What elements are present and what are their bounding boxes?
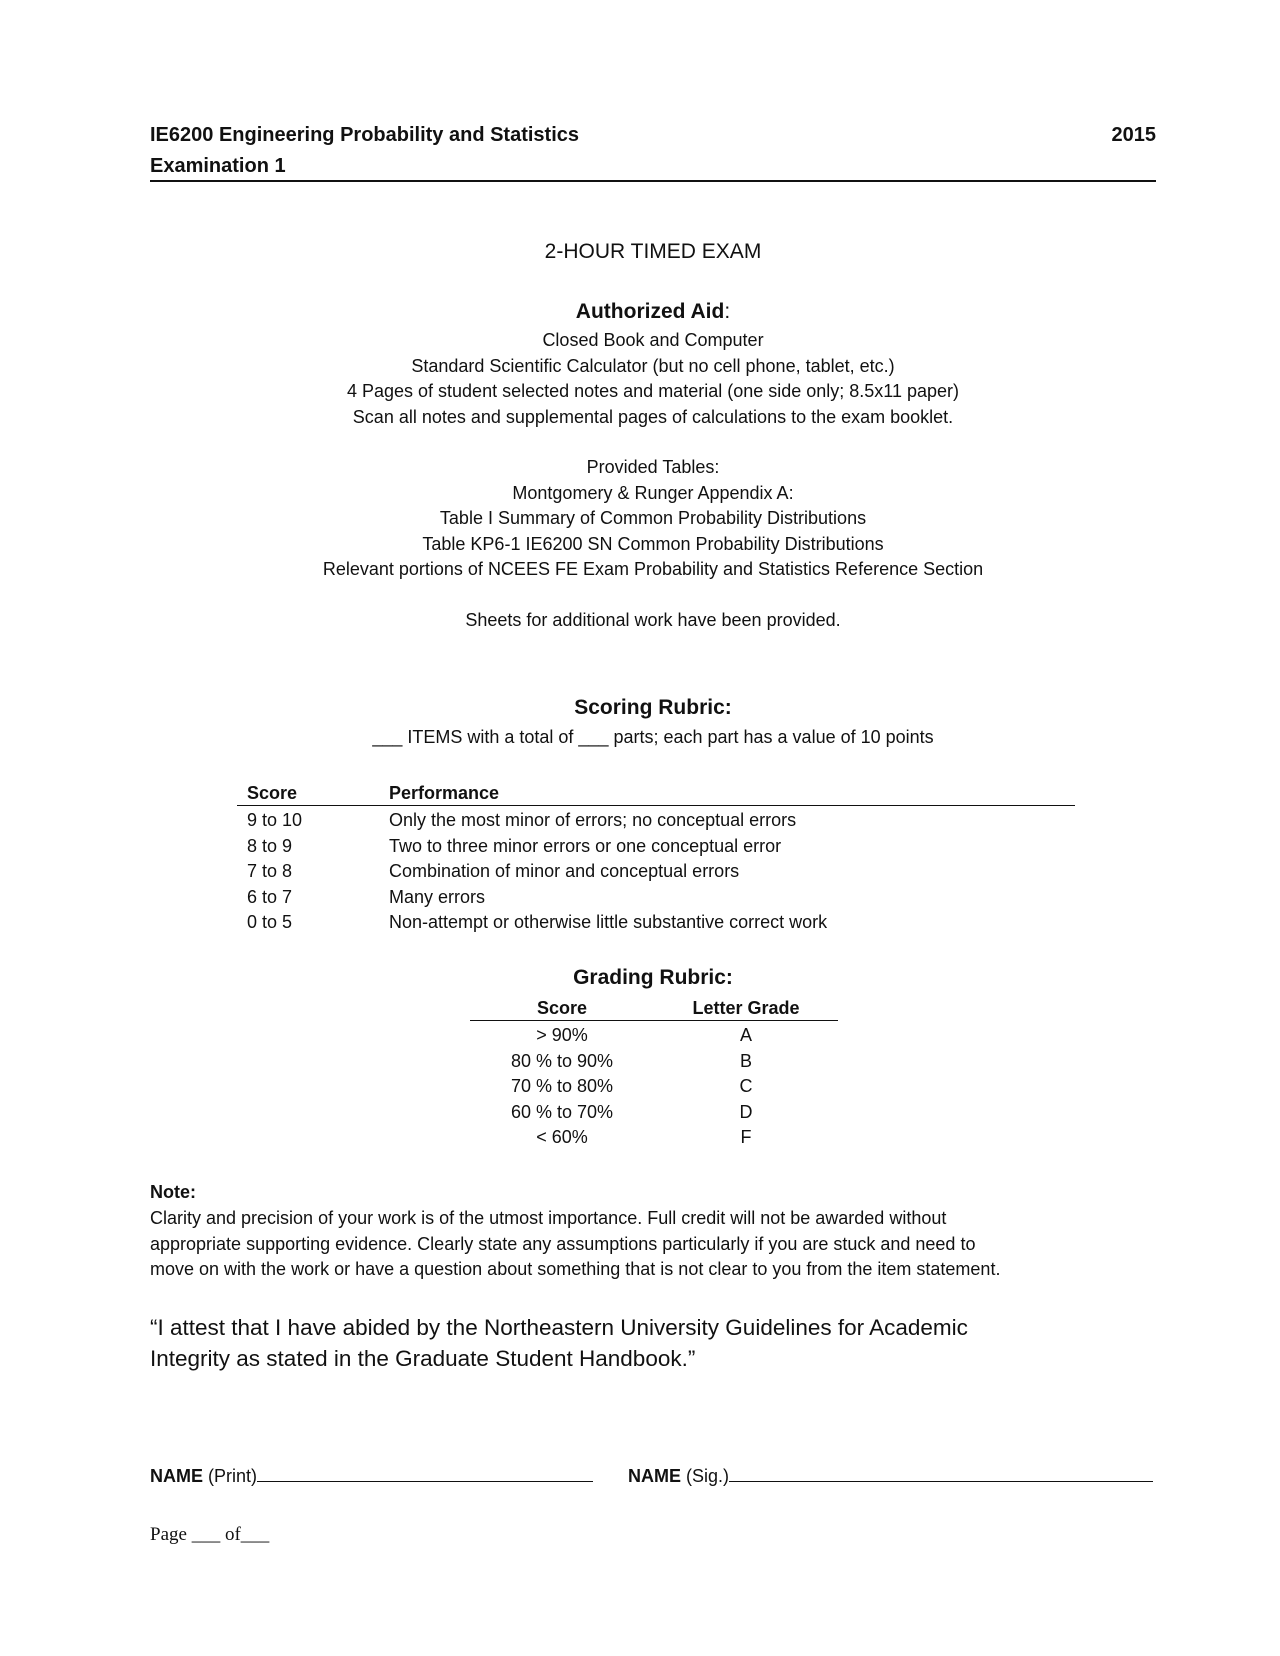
- page-blank: ___: [191, 1524, 221, 1545]
- exam-title: Examination 1: [150, 155, 286, 177]
- score-range-cell: < 60%: [536, 1127, 588, 1147]
- note-title: Note:: [150, 1182, 196, 1202]
- table-row: [470, 1023, 838, 1049]
- letter-grade-cell: F: [740, 1127, 752, 1147]
- aid-line: Standard Scientific Calculator (but no cell phone, tablet, etc.): [411, 355, 895, 376]
- page-label: Page: [150, 1524, 187, 1545]
- column-header-score: Score: [536, 998, 588, 1018]
- provided-tables-line: Relevant portions of NCEES FE Exam Probability and Statistics Reference Section: [322, 559, 984, 579]
- letter-grade-cell: D: [739, 1101, 753, 1122]
- letter-grade-cell: A: [739, 1025, 752, 1045]
- integrity-attestation: [150, 1312, 1030, 1374]
- timed-exam-label: 2-HOUR TIMED EXAM: [544, 240, 762, 263]
- note-line: move on with the work or have a question about something that is not clear to you from the item statement.: [150, 1259, 1001, 1279]
- score-range-cell: > 90%: [536, 1025, 588, 1045]
- grading-rubric-table: [470, 996, 838, 1151]
- name-print-line[interactable]: [257, 1465, 593, 1482]
- grading-rubric-title: Grading Rubric:: [573, 966, 733, 989]
- table-row: [470, 1100, 838, 1126]
- name-signature-field[interactable]: [628, 1465, 1153, 1487]
- column-header-score: Score: [247, 783, 298, 803]
- score-range-cell: 60 % to 70%: [510, 1101, 614, 1122]
- performance-cell: Combination of minor and conceptual errors: [389, 861, 740, 881]
- note-body: [150, 1206, 1130, 1283]
- provided-tables-line: Montgomery & Runger Appendix A:: [512, 482, 794, 503]
- aid-line: Closed Book and Computer: [542, 330, 764, 350]
- score-cell: 7 to 8: [247, 861, 293, 881]
- performance-cell: Many errors: [389, 886, 486, 907]
- column-header-letter-grade: Letter Grade: [692, 998, 800, 1018]
- note-line: Clarity and precision of your work is of the utmost importance. Full credit will not be awarded without: [150, 1208, 947, 1228]
- letter-grade-cell: C: [739, 1076, 753, 1096]
- table-row: [237, 808, 1075, 834]
- performance-cell: Two to three minor errors or one conceptual error: [389, 835, 782, 856]
- score-range-cell: 80 % to 90%: [510, 1050, 614, 1071]
- table-row: [470, 1125, 838, 1151]
- table-header-row: [237, 781, 1075, 806]
- authorized-aid-list: [150, 328, 1156, 430]
- authorized-aid-colon: :: [724, 300, 731, 323]
- total-pages-blank: ___: [240, 1524, 270, 1545]
- page-number-footer: [150, 1524, 269, 1546]
- table-row: [237, 910, 1075, 936]
- score-range-cell: 70 % to 80%: [510, 1076, 614, 1096]
- aid-line: Scan all notes and supplemental pages of calculations to the exam booklet.: [352, 406, 954, 427]
- exam-year: 2015: [1111, 124, 1156, 146]
- authorized-aid-title: [150, 300, 1156, 324]
- authorized-aid-heading: Authorized Aid: [575, 300, 725, 323]
- provided-tables-line: Provided Tables:: [586, 457, 720, 477]
- column-header-performance: Performance: [389, 783, 500, 803]
- provided-tables-list: [150, 455, 1156, 583]
- table-row: [470, 1074, 838, 1100]
- table-row: [237, 834, 1075, 860]
- name-label: NAME: [628, 1466, 681, 1486]
- performance-cell: Non-attempt or otherwise little substantive correct work: [389, 912, 828, 932]
- score-cell: 9 to 10: [247, 810, 303, 830]
- scoring-rubric-title: Scoring Rubric:: [574, 696, 732, 719]
- attestation-line: “I attest that I have abided by the Northeastern University Guidelines for Academic: [150, 1315, 968, 1340]
- performance-cell: Only the most minor of errors; no conceptual errors: [389, 810, 797, 830]
- score-cell: 6 to 7: [247, 886, 293, 907]
- of-label: of: [224, 1524, 241, 1545]
- additional-sheets-note: Sheets for additional work have been provided.: [465, 610, 841, 630]
- letter-grade-cell: B: [739, 1050, 752, 1071]
- print-label: (Print): [208, 1466, 258, 1486]
- sig-label: (Sig.): [686, 1466, 730, 1486]
- provided-tables-line: Table I Summary of Common Probability Distributions: [439, 508, 867, 528]
- attestation-line: Integrity as stated in the Graduate Student Handbook.”: [150, 1346, 696, 1371]
- provided-tables-line: Table KP6-1 IE6200 SN Common Probability Distributions: [422, 533, 884, 554]
- table-row: [237, 885, 1075, 911]
- score-cell: 8 to 9: [247, 835, 293, 856]
- course-title: IE6200 Engineering Probability and Statistics: [150, 124, 580, 146]
- aid-line: 4 Pages of student selected notes and material (one side only; 8.5x11 paper): [346, 381, 960, 401]
- scoring-rubric-table: [237, 781, 1075, 936]
- name-label: NAME: [150, 1466, 203, 1486]
- scoring-rubric-subtitle: ___ ITEMS with a total of ___ parts; each part has a value of 10 points: [372, 727, 934, 747]
- note-line: appropriate supporting evidence. Clearly state any assumptions particularly if you are stuck and need to: [150, 1233, 976, 1254]
- table-row: [470, 1049, 838, 1075]
- header-divider: [150, 180, 1156, 182]
- table-header-row: [470, 996, 838, 1021]
- name-print-field[interactable]: [150, 1465, 593, 1487]
- table-row: [237, 859, 1075, 885]
- score-cell: 0 to 5: [247, 912, 293, 932]
- signature-line[interactable]: [729, 1465, 1153, 1482]
